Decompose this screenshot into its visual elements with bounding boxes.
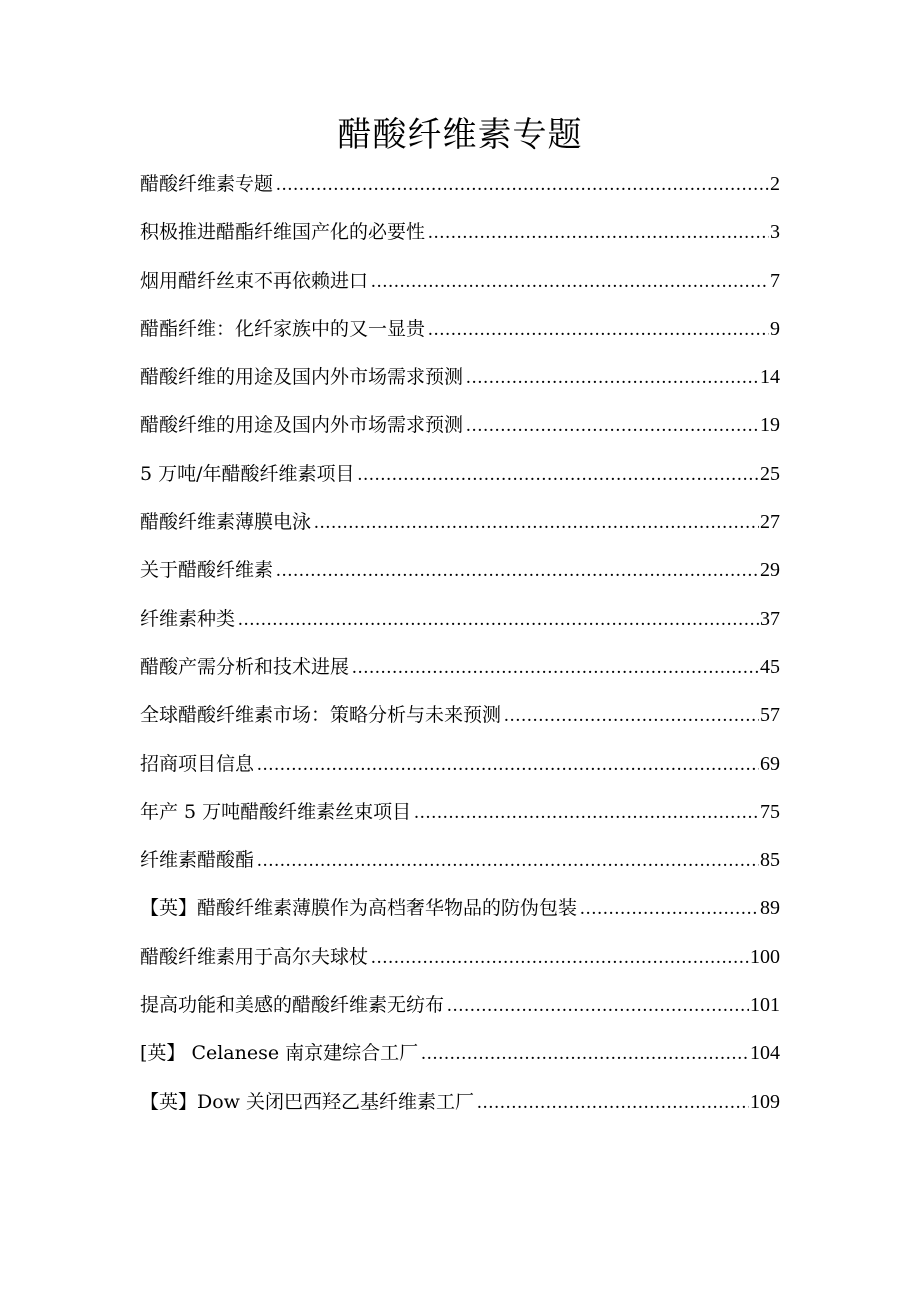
toc-entry-title: 纤维素种类 (140, 607, 236, 630)
toc-page-number: 75 (760, 800, 780, 823)
toc-entry-title: 关于醋酸纤维素 (140, 559, 274, 582)
toc-page-number: 2 (770, 173, 780, 195)
toc-entry-title: 醋酯纤维：化纤家族中的又一显贵 (140, 317, 426, 340)
toc-page-number: 89 (760, 897, 780, 920)
toc-leader (276, 161, 769, 209)
toc-leader (466, 402, 759, 450)
toc-entry-title: [英】 Celanese 南京建综合工厂 (140, 1042, 419, 1065)
toc-leader (257, 837, 759, 885)
toc-leader (371, 258, 769, 306)
toc-entry-title: 醋酸纤维素薄膜电泳 (140, 511, 312, 534)
toc-entry-title: 醋酸纤维的用途及国内外市场需求预测 (140, 366, 464, 389)
toc-entry[interactable] (140, 257, 780, 305)
toc-entry[interactable] (140, 353, 780, 401)
toc-entry[interactable] (140, 1029, 780, 1077)
toc-page-number: 101 (750, 994, 780, 1017)
toc-page-number: 100 (750, 945, 780, 968)
toc-leader (238, 596, 759, 644)
table-of-contents (140, 160, 780, 1126)
toc-entry-title: 纤维素醋酸酯 (140, 849, 255, 872)
toc-entry[interactable] (140, 981, 780, 1029)
toc-leader (257, 741, 759, 789)
toc-page-number: 69 (760, 752, 780, 775)
toc-entry-title: 5 万吨/年醋酸纤维素项目 (140, 462, 355, 485)
toc-entry[interactable] (140, 1078, 780, 1126)
toc-page-number: 7 (770, 269, 780, 292)
toc-entry[interactable] (140, 691, 780, 739)
toc-entry[interactable] (140, 595, 780, 643)
toc-entry[interactable] (140, 450, 780, 498)
toc-leader (314, 499, 759, 547)
toc-page-number: 57 (760, 704, 780, 727)
toc-page-number: 9 (770, 317, 780, 340)
toc-page-number: 37 (760, 607, 780, 630)
toc-entry[interactable] (140, 401, 780, 449)
toc-page-number: 25 (760, 462, 780, 485)
toc-entry[interactable] (140, 546, 780, 594)
toc-entry[interactable] (140, 740, 780, 788)
toc-page-number: 109 (750, 1090, 780, 1113)
toc-entry-title: 积极推进醋酯纤维国产化的必要性 (140, 221, 426, 244)
toc-leader (428, 209, 769, 257)
toc-leader (421, 1030, 749, 1078)
toc-entry[interactable] (140, 836, 780, 884)
toc-entry[interactable] (140, 498, 780, 546)
toc-entry[interactable] (140, 305, 780, 353)
toc-leader (447, 982, 749, 1030)
toc-leader (504, 692, 759, 740)
toc-entry[interactable] (140, 160, 780, 208)
toc-page-number: 104 (750, 1042, 780, 1065)
toc-entry-title: 醋酸纤维的用途及国内外市场需求预测 (140, 414, 464, 437)
toc-entry-title: 全球醋酸纤维素市场：策略分析与未来预测 (140, 704, 502, 727)
document-title: 醋酸纤维素专题 (337, 115, 583, 155)
toc-entry[interactable] (140, 933, 780, 981)
toc-page-number: 27 (760, 511, 780, 534)
toc-entry-title: 醋酸纤维素用于高尔夫球杖 (140, 945, 369, 968)
toc-page-number: 29 (760, 559, 780, 582)
toc-page-number: 45 (760, 655, 780, 678)
toc-leader (352, 644, 759, 692)
toc-page-number: 85 (760, 849, 780, 872)
toc-leader (414, 789, 759, 837)
toc-leader (358, 451, 759, 499)
toc-entry-title: 醋酸产需分析和技术进展 (140, 655, 350, 678)
toc-entry-title: 年产 5 万吨醋酸纤维素丝束项目 (140, 800, 412, 823)
toc-entry-title: 【英】醋酸纤维素薄膜作为高档奢华物品的防伪包装 (140, 897, 578, 920)
toc-leader (428, 306, 769, 354)
toc-page-number: 14 (760, 366, 780, 389)
toc-entry-title: 烟用醋纤丝束不再依赖进口 (140, 269, 369, 292)
toc-entry-title: 提高功能和美感的醋酸纤维素无纺布 (140, 994, 445, 1017)
toc-entry-title: 【英】Dow 关闭巴西羟乙基纤维素工厂 (140, 1090, 474, 1113)
toc-entry[interactable] (140, 208, 780, 256)
toc-page-number: 3 (770, 221, 780, 244)
toc-entry[interactable] (140, 884, 780, 932)
toc-leader (466, 354, 759, 402)
toc-leader (580, 885, 759, 933)
toc-entry-title: 醋酸纤维素专题 (140, 173, 274, 195)
toc-leader (371, 934, 749, 982)
toc-entry[interactable] (140, 788, 780, 836)
toc-leader (477, 1079, 749, 1127)
toc-leader (276, 547, 759, 595)
toc-page-number: 19 (760, 414, 780, 437)
toc-entry-title: 招商项目信息 (140, 752, 255, 775)
toc-entry[interactable] (140, 643, 780, 691)
